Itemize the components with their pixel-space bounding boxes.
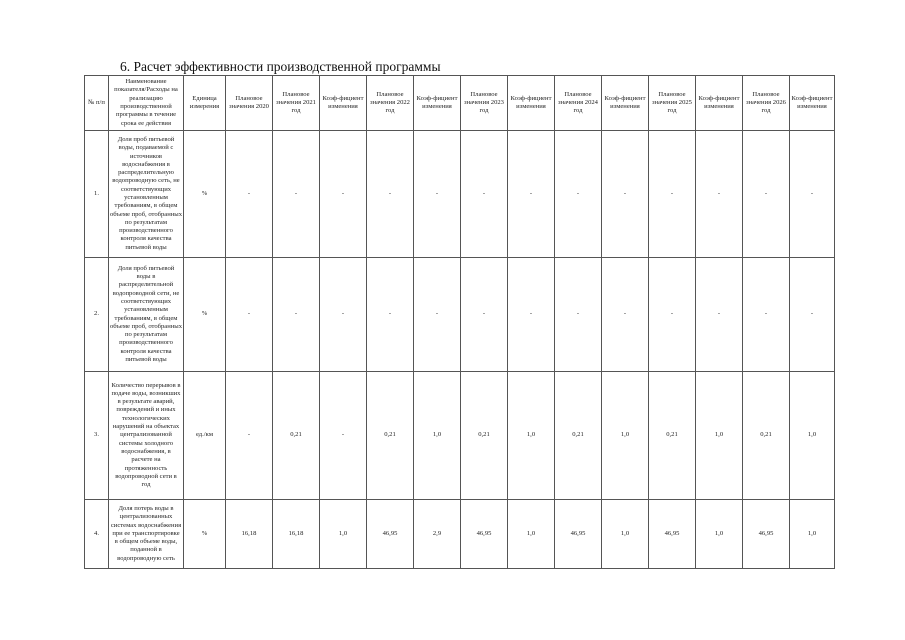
value-cell: 1,0 bbox=[414, 372, 461, 500]
value-cell: - bbox=[226, 131, 273, 258]
value-cell: 1,0 bbox=[508, 500, 555, 569]
indicator-name: Доля потерь воды в централизованных системах водоснабжения при ее транспортировке в общем объеме воды, поданной в водопроводную сеть bbox=[109, 500, 184, 569]
indicator-name: Количество перерывов в подаче воды, возникших в результате аварий, повреждений и иных технологических нарушений на объектах централизованной системы холодного водоснабжения, в расчете на протяженность водопроводной сети в год bbox=[109, 372, 184, 500]
value-cell: 2,9 bbox=[414, 500, 461, 569]
unit-cell: % bbox=[184, 258, 226, 372]
column-header: Плановое значения 2021 год bbox=[273, 76, 320, 131]
table-row bbox=[85, 258, 835, 372]
column-header: Плановое значения 2024 год bbox=[555, 76, 602, 131]
column-header: Коэф-фициент изменения bbox=[320, 76, 367, 131]
value-cell: 1,0 bbox=[508, 372, 555, 500]
unit-cell: % bbox=[184, 131, 226, 258]
column-header: Коэф-фициент изменения bbox=[790, 76, 835, 131]
table-row bbox=[85, 131, 835, 258]
value-cell: - bbox=[743, 258, 790, 372]
page-title: 6. Расчет эффективности производственной программы bbox=[120, 59, 441, 74]
value-cell: - bbox=[320, 258, 367, 372]
value-cell: - bbox=[555, 131, 602, 258]
column-header: Плановое значения 2023 год bbox=[461, 76, 508, 131]
value-cell: - bbox=[320, 131, 367, 258]
value-cell: - bbox=[508, 258, 555, 372]
column-header: Коэф-фициент изменения bbox=[508, 76, 555, 131]
value-cell: 46,95 bbox=[649, 500, 696, 569]
column-header: Плановое значения 2026 год bbox=[743, 76, 790, 131]
value-cell: - bbox=[320, 372, 367, 500]
value-cell: 1,0 bbox=[320, 500, 367, 569]
value-cell: 0,21 bbox=[649, 372, 696, 500]
production-program-table bbox=[84, 75, 835, 569]
value-cell: - bbox=[508, 131, 555, 258]
table-row bbox=[85, 500, 835, 569]
value-cell: 16,18 bbox=[273, 500, 320, 569]
value-cell: 1,0 bbox=[696, 500, 743, 569]
value-cell: - bbox=[555, 258, 602, 372]
value-cell: 1,0 bbox=[602, 500, 649, 569]
value-cell: - bbox=[602, 131, 649, 258]
value-cell: 16,18 bbox=[226, 500, 273, 569]
table-row bbox=[85, 372, 835, 500]
row-number: 1. bbox=[85, 131, 109, 258]
value-cell: - bbox=[226, 372, 273, 500]
value-cell: 46,95 bbox=[367, 500, 414, 569]
column-header: Плановое значения 2020 bbox=[226, 76, 273, 131]
value-cell: 0,21 bbox=[555, 372, 602, 500]
value-cell: - bbox=[461, 258, 508, 372]
column-header: Плановое значения 2022 год bbox=[367, 76, 414, 131]
value-cell: - bbox=[649, 258, 696, 372]
value-cell: - bbox=[696, 258, 743, 372]
value-cell: 46,95 bbox=[555, 500, 602, 569]
indicator-name: Доля проб питьевой воды, подаваемой с источников водоснабжения в распределительную водопроводную сеть, не соответствующих установленным требованиям, в общем объеме проб, отобранных по результатам производственного контроля качества питьевой воды bbox=[109, 131, 184, 258]
value-cell: - bbox=[226, 258, 273, 372]
unit-cell: % bbox=[184, 500, 226, 569]
value-cell: - bbox=[790, 258, 835, 372]
value-cell: - bbox=[461, 131, 508, 258]
unit-cell: ед./км bbox=[184, 372, 226, 500]
column-header: Плановое значения 2025 год bbox=[649, 76, 696, 131]
column-header: Коэф-фициент изменения bbox=[696, 76, 743, 131]
value-cell: 0,21 bbox=[743, 372, 790, 500]
column-header: № п/п bbox=[85, 76, 109, 131]
value-cell: - bbox=[367, 258, 414, 372]
value-cell: 0,21 bbox=[273, 372, 320, 500]
value-cell: - bbox=[367, 131, 414, 258]
value-cell: - bbox=[649, 131, 696, 258]
value-cell: 1,0 bbox=[602, 372, 649, 500]
value-cell: 46,95 bbox=[461, 500, 508, 569]
row-number: 2. bbox=[85, 258, 109, 372]
value-cell: 0,21 bbox=[461, 372, 508, 500]
value-cell: 1,0 bbox=[790, 372, 835, 500]
value-cell: - bbox=[273, 258, 320, 372]
column-header: Единица измерения bbox=[184, 76, 226, 131]
value-cell: - bbox=[790, 131, 835, 258]
column-header: Коэф-фициент изменения bbox=[602, 76, 649, 131]
value-cell: - bbox=[602, 258, 649, 372]
value-cell: - bbox=[696, 131, 743, 258]
value-cell: 46,95 bbox=[743, 500, 790, 569]
value-cell: 1,0 bbox=[790, 500, 835, 569]
value-cell: - bbox=[743, 131, 790, 258]
column-header: Наименование показателя/Расходы на реализацию производственной программы в течение срока ее действия bbox=[109, 76, 184, 131]
column-header: Коэф-фициент изменения bbox=[414, 76, 461, 131]
row-number: 4. bbox=[85, 500, 109, 569]
value-cell: - bbox=[414, 131, 461, 258]
indicator-name: Доля проб питьевой воды в распределительной водопроводной сети, не соответствующих установленным требованиям, в общем объеме проб, отобранных по результатам производственного контроля качества питьевой воды bbox=[109, 258, 184, 372]
value-cell: - bbox=[414, 258, 461, 372]
header-row bbox=[85, 76, 835, 131]
value-cell: - bbox=[273, 131, 320, 258]
value-cell: 0,21 bbox=[367, 372, 414, 500]
value-cell: 1,0 bbox=[696, 372, 743, 500]
row-number: 3. bbox=[85, 372, 109, 500]
